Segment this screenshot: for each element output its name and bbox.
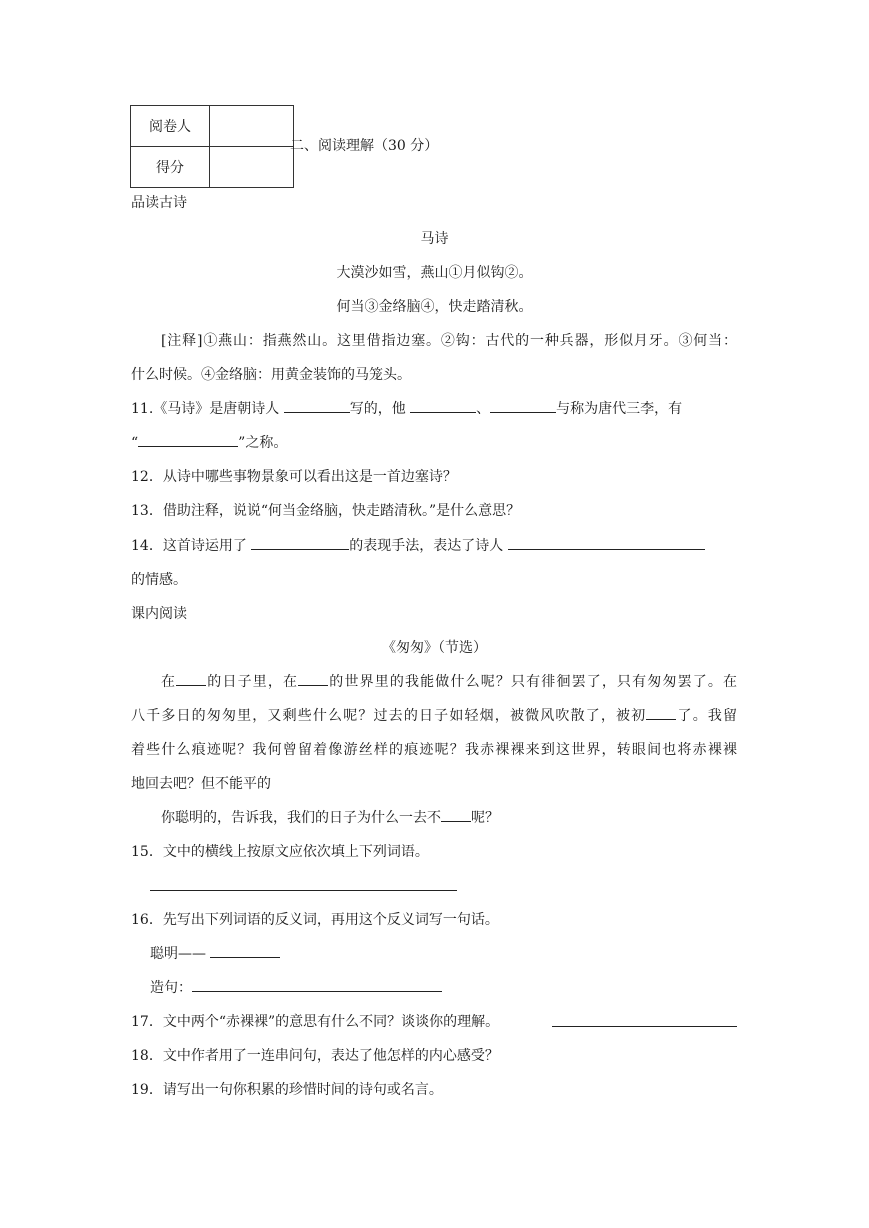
passage-line-3: 着些什么痕迹呢？我何曾留着像游丝样的痕迹呢？我赤裸裸来到这世界，转眼间也将赤裸裸 (131, 742, 737, 758)
question-11: 11.《马诗》是唐朝诗人 写的，他 、 与称为唐代三李，有 (131, 398, 682, 418)
passage-blank-4[interactable] (441, 807, 471, 822)
question-16: 16．先写出下列词语的反义词，再用这个反义词写一句话。 (131, 912, 499, 928)
note-line-2: 什么时候。④金络脑：用黄金装饰的马笼头。 (131, 367, 411, 383)
question-14-cont: 的情感。 (131, 572, 187, 588)
passage-line-1: 在 的日子里，在 的世界里的我能做什么呢？只有徘徊罢了，只有匆匆罢了。在 (161, 671, 737, 691)
passage-blank-1[interactable] (176, 671, 206, 686)
q17-answer-line[interactable] (552, 1026, 737, 1027)
question-11-cont: “ ”之称。 (131, 432, 287, 452)
score-cell[interactable] (210, 147, 294, 188)
section-title: 二、阅读理解（30 分） (290, 138, 439, 154)
q14-blank-technique[interactable] (251, 535, 349, 550)
score-label: 得分 (131, 147, 210, 188)
poem-line-1: 大漠沙如雪，燕山①月似钩②。 (336, 265, 533, 281)
question-17: 17．文中两个“赤裸裸”的意思有什么不同？谈谈你的理解。 (131, 1014, 500, 1030)
q16-antonym-row: 聪明—— (150, 943, 280, 963)
q11-blank-title[interactable] (138, 432, 238, 447)
passage-line-5: 你聪明的，告诉我，我们的日子为什么一去不 呢？ (161, 807, 499, 827)
part2-heading: 课内阅读 (131, 606, 187, 622)
reviewer-cell[interactable] (210, 106, 294, 147)
note-line-1: [注释]①燕山：指燕然山。这里借指边塞。②钩：古代的一种兵器，形似月牙。③何当： (161, 333, 737, 349)
q11-blank-li-2[interactable] (490, 398, 556, 413)
part1-heading: 品读古诗 (131, 195, 187, 211)
q16-sentence-blank[interactable] (192, 977, 442, 992)
passage-blank-3[interactable] (646, 705, 676, 720)
passage-title: 《匆匆》（节选） (382, 640, 487, 656)
q11-blank-poet[interactable] (284, 398, 350, 413)
q15-answer-line[interactable] (150, 890, 457, 891)
question-15: 15．文中的横线上按原文应依次填上下列词语。 (131, 844, 429, 860)
passage-line-2: 八千多日的匆匆里，又剩些什么呢？过去的日子如轻烟，被微风吹散了，被初 了。我留 (131, 705, 737, 725)
q16-antonym-blank[interactable] (210, 943, 280, 958)
passage-line-4: 地回去吧？但不能平的 (131, 776, 271, 792)
q16-sentence-row: 造句： (150, 977, 442, 997)
question-18: 18．文中作者用了一连串问句，表达了他怎样的内心感受？ (131, 1048, 499, 1064)
question-14: 14．这首诗运用了 的表现手法，表达了诗人 (131, 535, 705, 555)
question-19: 19．请写出一句你积累的珍惜时间的诗句或名言。 (131, 1082, 443, 1098)
q11-blank-li-1[interactable] (410, 398, 476, 413)
score-box (130, 105, 294, 188)
passage-blank-2[interactable] (298, 671, 328, 686)
question-12: 12．从诗中哪些事物景象可以看出这是一首边塞诗？ (131, 469, 457, 485)
poem-title: 马诗 (420, 231, 449, 247)
poem-line-2: 何当③金络脑④，快走踏清秋。 (336, 299, 533, 315)
question-13: 13．借助注释，说说“何当金络脑，快走踏清秋。”是什么意思？ (131, 503, 521, 519)
reviewer-label: 阅卷人 (131, 106, 210, 147)
q14-blank-emotion[interactable] (508, 535, 705, 550)
